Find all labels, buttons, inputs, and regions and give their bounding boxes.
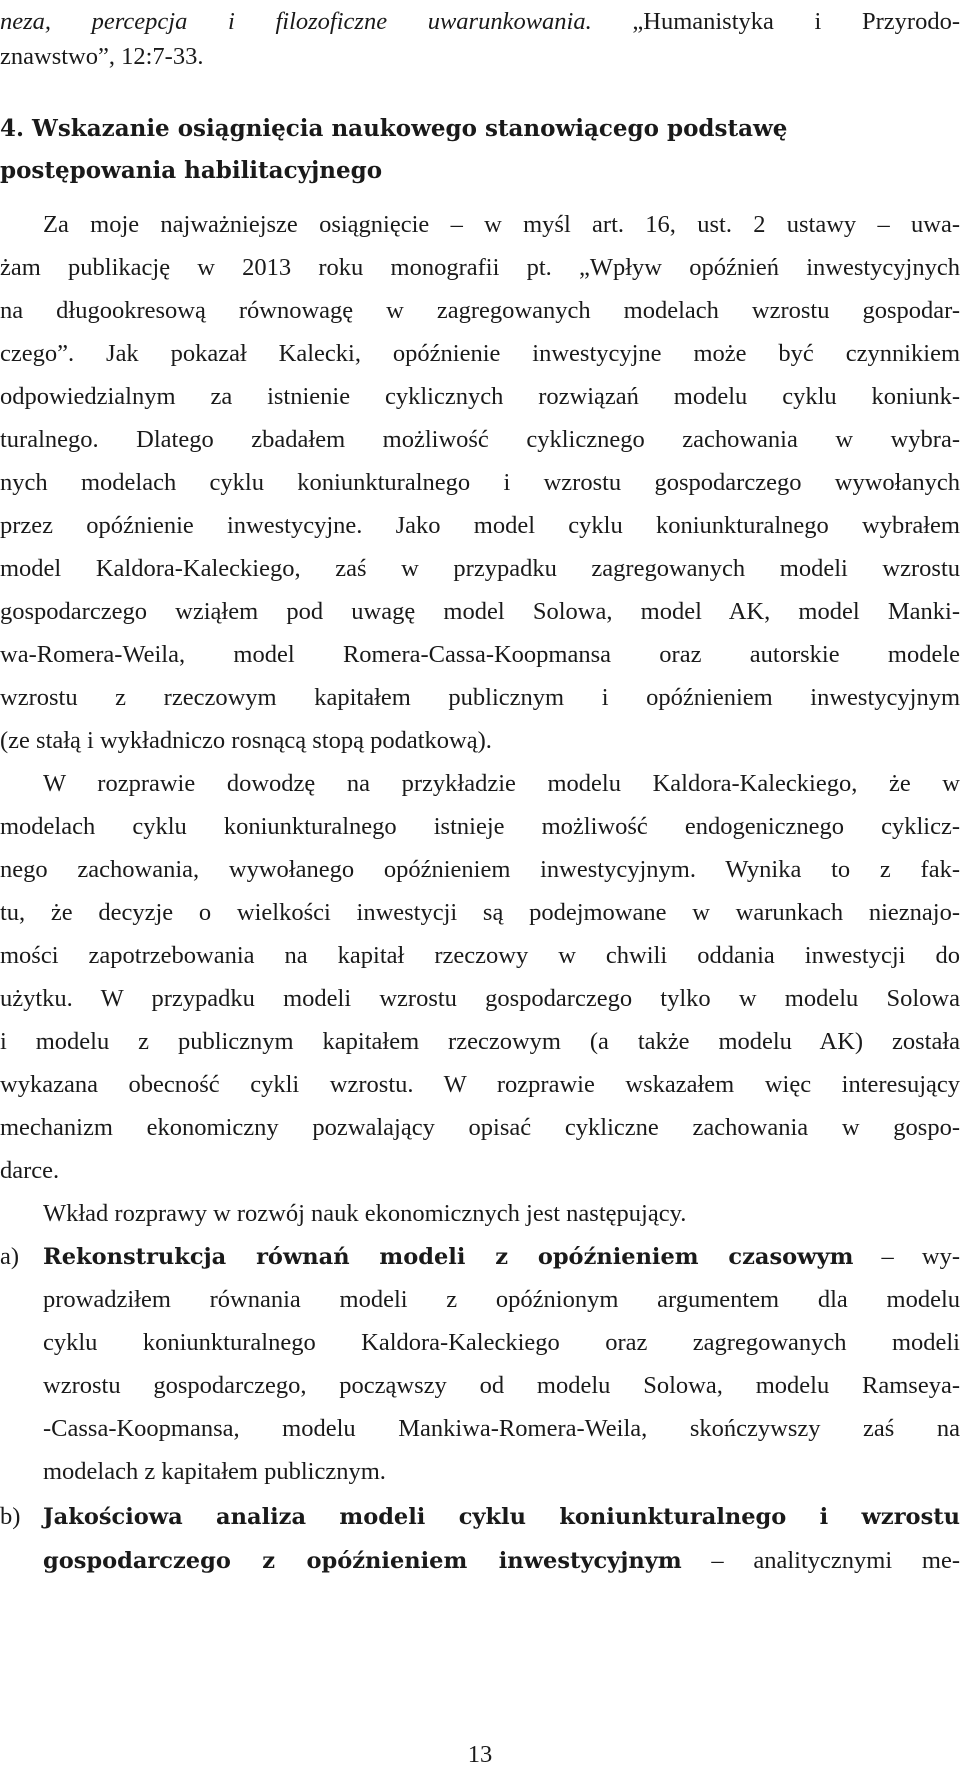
reference-fragment-line: znawstwo”, 12:7-33. xyxy=(0,43,204,70)
list-item-line xyxy=(43,1537,960,1585)
list-item-text: – wy- xyxy=(853,1243,960,1270)
paragraph-line: (ze stałą i wykładniczo rosnącą stopą podatkową). xyxy=(0,727,492,754)
list-item-line xyxy=(43,1493,960,1541)
list-item-bold-title: Rekonstrukcja równań modeli z opóźnieniem czasowym xyxy=(43,1244,854,1270)
paragraph-line: turalnego. Dlatego zbadałem możliwość cyklicznego zachowania w wybra- xyxy=(0,426,960,453)
list-item-line: prowadziłem równania modeli z opóźnionym argumentem dla modelu xyxy=(43,1286,960,1313)
page-number: 13 xyxy=(467,1741,493,1768)
paragraph-line: mechanizm ekonomiczny pozwalający opisać cykliczne zachowania w gospo- xyxy=(0,1114,960,1141)
section-heading: 4. Wskazanie osiągnięcia naukowego stanowiącego podstawę xyxy=(0,115,788,142)
paragraph-line: modelach cyklu koniunkturalnego istnieje możliwość endogenicznego cyklicz- xyxy=(0,813,960,840)
list-item-line: modelach z kapitałem publicznym. xyxy=(43,1458,386,1485)
list-item-bold-title: Jakościowa analiza modeli cyklu koniunkturalnego i wzrostu xyxy=(43,1504,960,1530)
paragraph-line: przez opóźnienie inwestycyjne. Jako model cyklu koniunkturalnego wybrałem xyxy=(0,512,960,539)
paragraph-line: model Kaldora-Kaleckiego, zaś w przypadku zagregowanych modeli wzrostu xyxy=(0,555,960,582)
paragraph-contribution-intro: Wkład rozprawy w rozwój nauk ekonomicznych jest następujący. xyxy=(43,1200,687,1227)
list-marker: a) xyxy=(0,1243,20,1270)
paragraph-line: nych modelach cyklu koniunkturalnego i wzrostu gospodarczego wywołanych xyxy=(0,469,960,496)
paragraph-line: i modelu z publicznym kapitałem rzeczowym (a także modelu AK) została xyxy=(0,1028,960,1055)
list-item-line xyxy=(43,1233,960,1281)
paragraph-line: W rozprawie dowodzę na przykładzie modelu Kaldora-Kaleckiego, że w xyxy=(43,770,960,797)
paragraph-line: mości zapotrzebowania na kapitał rzeczowy w chwili oddania inwestycji do xyxy=(0,942,960,969)
paragraph-line: wa-Romera-Weila, model Romera-Cassa-Koopmansa oraz autorskie modele xyxy=(0,641,960,668)
list-item-bold-title: gospodarczego z opóźnieniem inwestycyjnym xyxy=(43,1548,682,1574)
paragraph-line: żam publikację w 2013 roku monografii pt. „Wpływ opóźnień inwestycyjnych xyxy=(0,254,960,281)
paragraph-line: darce. xyxy=(0,1157,60,1184)
paragraph-line: gospodarczego wziąłem pod uwagę model Solowa, model AK, model Manki- xyxy=(0,598,960,625)
paragraph-line: odpowiedzialnym za istnienie cyklicznych rozwiązań modelu cyklu koniunk- xyxy=(0,383,960,410)
paragraph-line: wzrostu z rzeczowym kapitałem publicznym i opóźnieniem inwestycyjnym xyxy=(0,684,960,711)
paragraph-line: użytku. W przypadku modeli wzrostu gospodarczego tylko w modelu Solowa xyxy=(0,985,960,1012)
paragraph-line: wykazana obecność cykli wzrostu. W rozprawie wskazałem więc interesujący xyxy=(0,1071,960,1098)
reference-italic-title: neza, percepcja i filozoficzne uwarunkowania. xyxy=(0,8,592,35)
list-item-text: – analitycznymi me- xyxy=(681,1547,960,1574)
reference-journal: „Humanistyka i Przyrodo- xyxy=(591,8,960,35)
paragraph-line: na długookresową równowagę w zagregowanych modelach wzrostu gospodar- xyxy=(0,297,960,324)
paragraph-line: tu, że decyzje o wielkości inwestycji są podejmowane w warunkach nieznajo- xyxy=(0,899,960,926)
list-item-line: -Cassa-Koopmansa, modelu Mankiwa-Romera-Weila, skończywszy zaś na xyxy=(43,1415,960,1442)
section-heading: postępowania habilitacyjnego xyxy=(0,157,383,184)
list-marker: b) xyxy=(0,1503,21,1530)
list-item-line: wzrostu gospodarczego, począwszy od modelu Solowa, modelu Ramseya- xyxy=(43,1372,960,1399)
paragraph-line: Za moje najważniejsze osiągnięcie – w myśl art. 16, ust. 2 ustawy – uwa- xyxy=(43,211,960,238)
paragraph-line: czego”. Jak pokazał Kalecki, opóźnienie inwestycyjne może być czynnikiem xyxy=(0,340,960,367)
list-item-line: cyklu koniunkturalnego Kaldora-Kaleckiego oraz zagregowanych modeli xyxy=(43,1329,960,1356)
paragraph-line: nego zachowania, wywołanego opóźnieniem inwestycyjnym. Wynika to z fak- xyxy=(0,856,960,883)
